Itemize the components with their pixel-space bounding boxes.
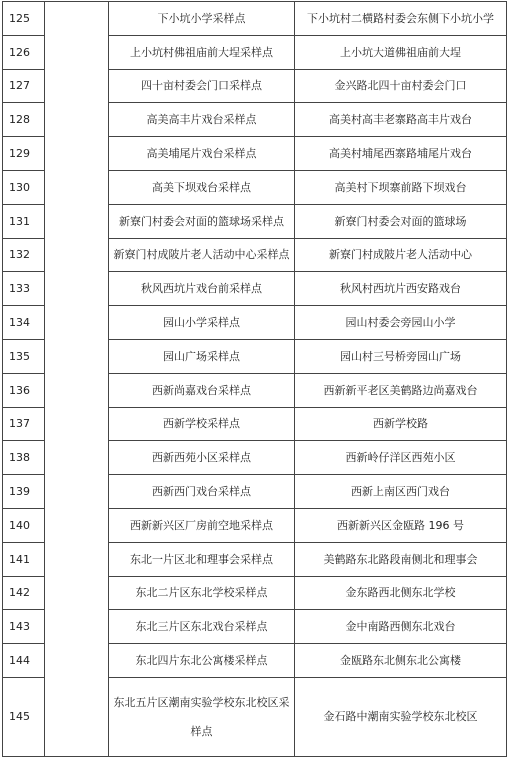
sampling-site: 东北四片东北公寓楼采样点 [109,644,295,678]
row-number: 135 [3,339,45,373]
sampling-site: 西新西门戏台采样点 [109,475,295,509]
sampling-site-line-2: 样点 [190,724,213,738]
row-number: 130 [3,170,45,204]
site-address: 高美村下坝寨前路下坝戏台 [295,170,507,204]
sampling-site: 高美埔尾片戏台采样点 [109,137,295,171]
site-address: 西新岭仔洋区西苑小区 [295,441,507,475]
row-number: 136 [3,373,45,407]
row-number: 133 [3,272,45,306]
site-address: 金兴路北四十亩村委会门口 [295,69,507,103]
site-address: 上小坑大道佛祖庙前大埕 [295,35,507,69]
site-address: 西新上南区西门戏台 [295,475,507,509]
site-address: 美鹤路东北路段南侧北和理事会 [295,542,507,576]
site-address: 新寮门村成陂片老人活动中心 [295,238,507,272]
row-number: 144 [3,644,45,678]
row-number: 137 [3,407,45,441]
sampling-site: 新寮门村成陂片老人活动中心采样点 [109,238,295,272]
sampling-points-table [2,1,507,757]
site-address: 西新新兴区金瓯路 196 号 [295,508,507,542]
row-number: 132 [3,238,45,272]
row-number: 129 [3,137,45,171]
sampling-site [109,677,295,756]
site-address: 园山村三号桥旁园山广场 [295,339,507,373]
sampling-site: 西新新兴区厂房前空地采样点 [109,508,295,542]
row-number: 127 [3,69,45,103]
site-address: 高美村埔尾西寨路埔尾片戏台 [295,137,507,171]
site-address: 金瓯路东北侧东北公寓楼 [295,644,507,678]
sampling-site: 上小坑村佛祖庙前大埕采样点 [109,35,295,69]
sampling-site: 秋风西坑片戏台前采样点 [109,272,295,306]
sampling-site: 园山小学采样点 [109,306,295,340]
row-number: 145 [3,677,45,756]
row-number: 126 [3,35,45,69]
sampling-site: 新寮门村委会对面的篮球场采样点 [109,204,295,238]
site-address: 高美村高丰老寨路高丰片戏台 [295,103,507,137]
sampling-site: 东北一片区北和理事会采样点 [109,542,295,576]
sampling-site: 东北三片区东北戏台采样点 [109,610,295,644]
site-address: 金中南路西侧东北戏台 [295,610,507,644]
sampling-site: 高美下坝戏台采样点 [109,170,295,204]
site-address: 金石路中潮南实验学校东北校区 [295,677,507,756]
row-number: 125 [3,2,45,36]
site-address: 秋风村西坑片西安路戏台 [295,272,507,306]
site-address: 下小坑村二横路村委会东侧下小坑小学 [295,2,507,36]
sampling-site: 四十亩村委会门口采样点 [109,69,295,103]
sampling-site: 东北二片区东北学校采样点 [109,576,295,610]
sampling-site: 下小坑小学采样点 [109,2,295,36]
sampling-site-line-1: 东北五片区潮南实验学校东北校区采 [113,695,290,709]
row-number: 131 [3,204,45,238]
site-address: 金东路西北侧东北学校 [295,576,507,610]
row-number: 143 [3,610,45,644]
site-address: 园山村委会旁园山小学 [295,306,507,340]
sampling-site: 园山广场采样点 [109,339,295,373]
site-address: 西新学校路 [295,407,507,441]
row-number: 140 [3,508,45,542]
sampling-site: 高美高丰片戏台采样点 [109,103,295,137]
row-number: 139 [3,475,45,509]
table-row [3,2,507,36]
site-address: 西新新平老区美鹤路边尚嘉戏台 [295,373,507,407]
site-address: 新寮门村委会对面的篮球场 [295,204,507,238]
row-number: 128 [3,103,45,137]
sampling-site: 西新尚嘉戏台采样点 [109,373,295,407]
merged-district-cell [45,2,109,757]
row-number: 141 [3,542,45,576]
row-number: 142 [3,576,45,610]
row-number: 138 [3,441,45,475]
row-number: 134 [3,306,45,340]
sampling-site: 西新学校采样点 [109,407,295,441]
sampling-site: 西新西苑小区采样点 [109,441,295,475]
